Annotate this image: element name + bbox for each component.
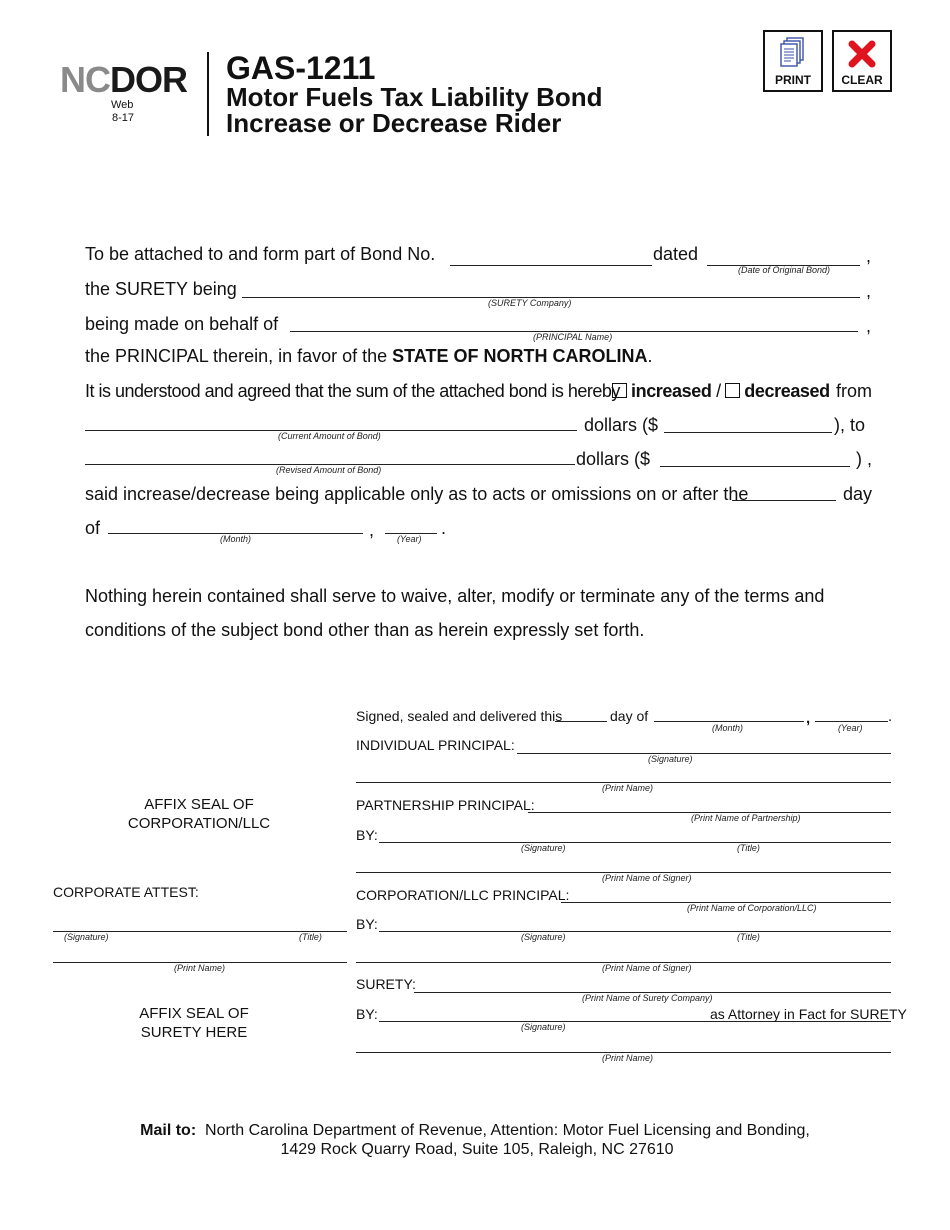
attest-title-caption: (Title)	[299, 932, 322, 942]
dollars-label-2: dollars ($	[576, 449, 651, 469]
individual-principal-label: INDIVIDUAL PRINCIPAL:	[356, 737, 515, 753]
partnership-name-caption: (Print Name of Partnership)	[691, 813, 801, 823]
header-divider	[207, 52, 209, 136]
increased-label: increased	[631, 381, 712, 401]
web-label: Web	[111, 99, 134, 111]
surety-company-name-caption: (Print Name of Surety Company)	[582, 993, 713, 1003]
principal-favor-plain: the PRINCIPAL therein, in favor of the	[85, 346, 388, 366]
comma-2: ,	[866, 281, 872, 301]
of-label: of	[85, 518, 101, 538]
corporation-by-label: BY:	[356, 916, 378, 932]
mail-to-line2: 1429 Rock Quarry Road, Suite 105, Raleigh, NC 27610	[280, 1141, 674, 1158]
corporation-name-caption: (Print Name of Corporation/LLC)	[687, 903, 817, 913]
mail-to-label: Mail to:	[140, 1122, 197, 1139]
period-9: .	[441, 518, 447, 538]
corporation-signature-field[interactable]	[379, 931, 891, 932]
current-amount-number-field[interactable]	[664, 432, 832, 433]
partnership-signature-field[interactable]	[379, 842, 891, 843]
comma-1: ,	[866, 246, 872, 266]
dated-label: dated	[653, 244, 699, 264]
surety-being-text: the SURETY being	[85, 279, 237, 299]
principal-favor-text	[85, 346, 653, 367]
attorney-in-fact-text: as Attorney in Fact for SURETY	[710, 1006, 907, 1022]
month-caption: (Month)	[220, 534, 252, 544]
print-label: PRINT	[775, 73, 811, 87]
affix-corp-seal-line2: CORPORATION/LLC	[127, 815, 271, 832]
corporation-signature-caption: (Signature)	[521, 932, 566, 942]
mail-to-address-1: North Carolina Department of Revenue, Attention: Motor Fuel Licensing and Bonding,	[205, 1122, 810, 1139]
attest-signature-caption: (Signature)	[64, 932, 109, 942]
clear-x-icon	[847, 39, 877, 69]
form-number: GAS-1211	[226, 50, 376, 86]
on-behalf-text: being made on behalf of	[85, 314, 279, 334]
principal-name-caption: (PRINCIPAL Name)	[533, 332, 613, 342]
bond-attach-text: To be attached to and form part of Bond No.	[85, 244, 436, 264]
partnership-title-caption: (Title)	[737, 843, 760, 853]
signed-sealed-text: Signed, sealed and delivered this	[356, 708, 563, 724]
form-title-line2: Increase or Decrease Rider	[226, 108, 562, 138]
day-label: day	[843, 484, 873, 504]
decreased-checkbox[interactable]	[725, 383, 740, 398]
print-icon	[778, 37, 808, 71]
partnership-principal-label: PARTNERSHIP PRINCIPAL:	[356, 797, 535, 813]
effective-day-field[interactable]	[732, 500, 836, 501]
increase-decrease-options	[612, 381, 830, 402]
nothing-herein-line1: Nothing herein contained shall serve to waive, alter, modify or terminate any of the terms and	[85, 586, 825, 606]
date-original-caption: (Date of Original Bond)	[738, 265, 831, 275]
day-of-label: day of	[610, 708, 649, 724]
revised-amount-caption: (Revised Amount of Bond)	[276, 465, 382, 475]
affix-corp-seal-line1: AFFIX SEAL OF	[144, 796, 254, 813]
version-label: 8-17	[112, 112, 135, 124]
bond-number-field[interactable]	[450, 265, 652, 266]
ncdor-logo	[60, 59, 187, 100]
corporation-signer-caption: (Print Name of Signer)	[602, 963, 692, 973]
individual-signature-caption: (Signature)	[648, 754, 693, 764]
surety-signature-caption: (Signature)	[521, 1022, 566, 1032]
increased-checkbox[interactable]	[612, 383, 627, 398]
corporation-principal-label: CORPORATION/LLC PRINCIPAL:	[356, 887, 570, 903]
applicable-text: said increase/decrease being applicable only as to acts or omissions on or after the	[85, 484, 749, 504]
year-caption: (Year)	[397, 534, 422, 544]
surety-company-caption: (SURETY Company)	[488, 298, 572, 308]
signed-period: .	[888, 708, 893, 725]
affix-surety-seal-line2: SURETY HERE	[140, 1024, 248, 1041]
corporate-attest-label: CORPORATE ATTEST:	[53, 884, 199, 900]
nothing-herein-line2: conditions of the subject bond other than as herein expressly set forth.	[85, 620, 645, 640]
logo-nc: NC	[60, 59, 110, 100]
understood-text: It is understood and agreed that the sum of the attached bond is hereby	[85, 381, 620, 401]
surety-by-label: BY:	[356, 1006, 378, 1022]
comma-3: ,	[866, 316, 872, 336]
close-comma-label: ) ,	[856, 449, 872, 469]
period-4: .	[647, 346, 653, 366]
decreased-label: decreased	[744, 381, 830, 401]
signed-month-caption: (Month)	[712, 723, 744, 733]
clear-button[interactable]	[832, 30, 892, 92]
print-button[interactable]	[763, 30, 823, 92]
from-label: from	[836, 381, 872, 401]
signed-year-caption: (Year)	[838, 723, 863, 733]
close-to-label: ), to	[834, 415, 866, 435]
attest-print-name-caption: (Print Name)	[174, 963, 226, 973]
affix-surety-seal-line1: AFFIX SEAL OF	[139, 1005, 249, 1022]
partnership-by-label: BY:	[356, 827, 378, 843]
corporation-title-caption: (Title)	[737, 932, 760, 942]
signed-day-field[interactable]	[555, 721, 607, 722]
comma-9: ,	[369, 520, 375, 540]
surety-label: SURETY:	[356, 976, 416, 992]
dollars-label-1: dollars ($	[584, 415, 659, 435]
form-title-line1: Motor Fuels Tax Liability Bond	[226, 82, 603, 112]
signed-month-field[interactable]	[654, 721, 804, 722]
signed-comma: ,	[806, 710, 811, 727]
individual-print-name-caption: (Print Name)	[602, 783, 654, 793]
revised-amount-number-field[interactable]	[660, 466, 850, 467]
mail-to-line1	[0, 1122, 950, 1140]
individual-signature-field[interactable]	[517, 753, 891, 754]
state-of-nc: STATE OF NORTH CAROLINA	[392, 346, 648, 366]
partnership-signer-caption: (Print Name of Signer)	[602, 873, 692, 883]
logo-dor: DOR	[110, 59, 187, 100]
clear-label: CLEAR	[841, 73, 883, 87]
slash: /	[716, 381, 721, 401]
current-amount-caption: (Current Amount of Bond)	[278, 431, 381, 441]
partnership-signature-caption: (Signature)	[521, 843, 566, 853]
surety-print-name-caption: (Print Name)	[602, 1053, 654, 1063]
signed-year-field[interactable]	[815, 721, 888, 722]
